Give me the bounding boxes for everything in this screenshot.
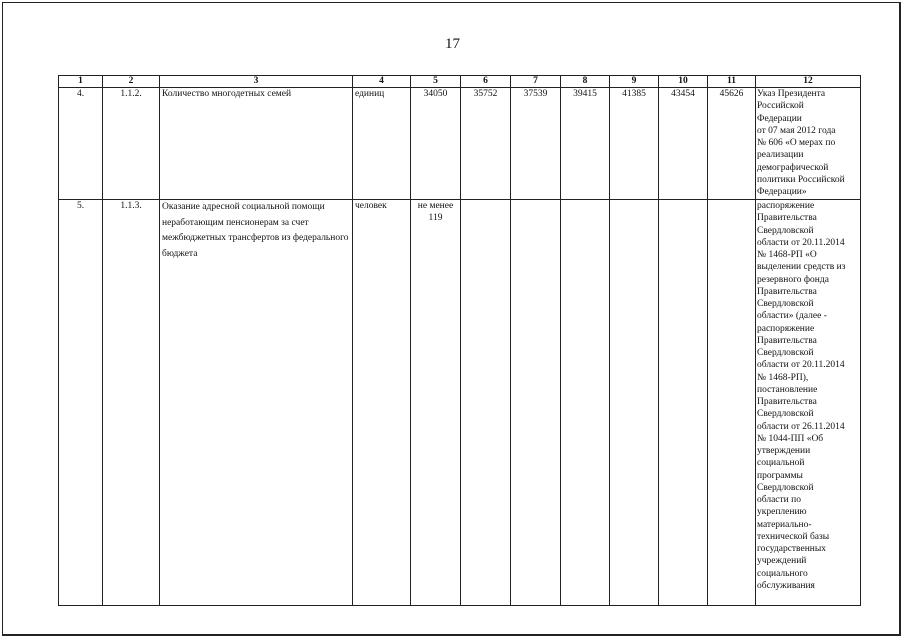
value-cell: 41385 [610, 88, 659, 200]
value-cell: 35752 [461, 88, 511, 200]
unit-of-measure: человек [353, 200, 411, 606]
table-row [59, 88, 861, 200]
value-cell: 45626 [708, 88, 756, 200]
column-header: 3 [160, 76, 353, 88]
page-number: 17 [445, 36, 460, 52]
value-cell [659, 200, 708, 606]
row-number: 4. [59, 88, 103, 200]
column-header: 12 [756, 76, 861, 88]
row-code: 1.1.3. [103, 200, 160, 606]
column-header: 2 [103, 76, 160, 88]
value-cell [561, 200, 610, 606]
table-row [59, 200, 861, 606]
data-table [58, 75, 861, 606]
value-cell: не менее 119 [411, 200, 461, 606]
indicator-name: Оказание адресной социальной помощи неработающим пенсионерам за счет межбюджетных трансфертов из федерального бюджета [160, 200, 353, 606]
value-cell: 34050 [411, 88, 461, 200]
column-header: 5 [411, 76, 461, 88]
column-header: 10 [659, 76, 708, 88]
column-header: 7 [511, 76, 561, 88]
legal-basis: Указ Президента Российской Федерации от 07 мая 2012 года № 606 «О мерах по реализации демографической политики Российской Федерации» [756, 88, 861, 200]
column-header: 9 [610, 76, 659, 88]
value-cell [610, 200, 659, 606]
column-header: 4 [353, 76, 411, 88]
table-header-row [59, 76, 861, 88]
indicator-name: Количество многодетных семей [160, 88, 353, 200]
value-cell: 37539 [511, 88, 561, 200]
value-cell: 39415 [561, 88, 610, 200]
unit-of-measure: единиц [353, 88, 411, 200]
column-header: 1 [59, 76, 103, 88]
column-header: 8 [561, 76, 610, 88]
legal-basis: распоряжение Правительства Свердловской области от 20.11.2014 № 1468-РП «О выделении средств из резервного фонда Правительства Свердловской области» (далее - распоряжение Правительства Свердловской области от 20.11.2014 № 1468-РП), постановление Правительства Свердловской области от 26.11.2014 № 1044-ПП «Об утверждении социальной программы Свердловской области по укреплению материально- технической базы государственных учреждений социального обслуживания [756, 200, 861, 606]
column-header: 11 [708, 76, 756, 88]
value-cell [511, 200, 561, 606]
row-code: 1.1.2. [103, 88, 160, 200]
value-cell [708, 200, 756, 606]
column-header: 6 [461, 76, 511, 88]
row-number: 5. [59, 200, 103, 606]
value-cell [461, 200, 511, 606]
value-cell: 43454 [659, 88, 708, 200]
